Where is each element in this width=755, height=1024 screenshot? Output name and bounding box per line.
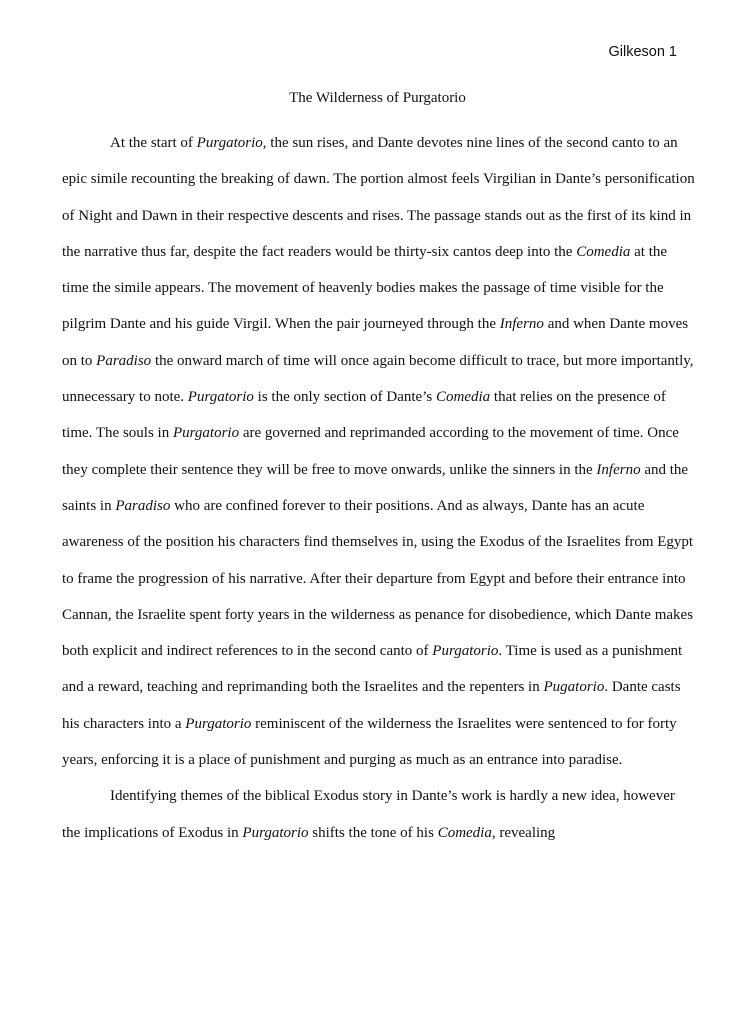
essay-title: The Wilderness of Purgatorio: [289, 90, 466, 106]
text-run: , the sun rises, and Dante devotes nine lines of the second canto to an epic simile recounting the breaking of dawn. The portion almost feels Virgilian in Dante’s personification of Night and Dawn in their respective descents and rises. The passage stands out as the first of its kind in the narrative thus far, despite the fact readers would be thirty-six cantos deep into the: [62, 135, 695, 260]
italic-title-text: Pugatorio: [543, 679, 605, 696]
paragraph: [62, 778, 696, 851]
text-run: who are confined forever to their positions. And as always, Dante has an acute awareness of the position his characters find themselves in, using the Exodus of the Israelites from Egypt to frame the progression of his narrative. After their departure from Egypt and before their entrance into Cannan, the Israelite spent forty years in the wilderness as penance for disobedience, which Dante makes both explicit and indirect references to in the second canto of: [62, 497, 694, 660]
text-run: shifts the tone of his: [308, 824, 438, 841]
text-run: Identifying themes of the biblical Exodus story in Dante’s work is hardly a new idea, however the implications of Exodus in: [62, 788, 675, 841]
italic-title-text: Inferno: [499, 316, 544, 333]
italic-title-text: Purgatorio: [196, 135, 263, 151]
essay-body: [62, 125, 696, 851]
italic-title-text: Purgatorio: [172, 425, 240, 442]
italic-title-text: Purgatorio: [187, 389, 254, 406]
text-run: At the start of: [110, 135, 197, 151]
italic-title-text: Comedia: [435, 389, 491, 406]
italic-title-text: Purgatorio: [185, 715, 252, 732]
italic-title-text: Purgatorio: [432, 643, 499, 660]
italic-title-text: Purgatorio: [242, 824, 309, 841]
text-run: and when Dante moves on to: [62, 316, 689, 369]
italic-title-text: Paradiso: [96, 352, 152, 369]
paragraph: [62, 125, 696, 778]
italic-title-text: Comedia: [437, 824, 492, 841]
italic-title-text: Comedia: [576, 243, 631, 260]
italic-title-text: Inferno: [596, 461, 641, 478]
text-run: at the time the simile appears. The movement of heavenly bodies makes the passage of time visible for the pilgrim Dante and his guide Virgil. When the pair journeyed through the: [62, 243, 668, 333]
text-run: , revealing: [491, 824, 556, 841]
text-run: and the saints in: [62, 461, 689, 514]
italic-title-text: Paradiso: [115, 497, 171, 514]
text-run: . Dante casts his characters into a: [62, 679, 681, 732]
text-run: is the only section of Dante’s: [253, 389, 436, 406]
text-run: are governed and reprimanded according to the movement of time. Once they complete their sentence they will be free to move onwards, unlike the sinners in the: [62, 425, 679, 478]
text-run: reminiscent of the wilderness the Israelites were sentenced to for forty years, enforcing it is a place of punishment and purging as much as an entrance into paradise.: [62, 715, 677, 769]
text-run: that relies on the presence of time. The souls in: [62, 389, 666, 442]
running-head: Gilkeson 1: [608, 44, 677, 60]
text-run: the onward march of time will once again become difficult to trace, but more importantly, unnecessary to note.: [62, 352, 694, 406]
text-run: . Time is used as a punishment and a reward, teaching and reprimanding both the Israelites and the repenters in: [62, 643, 683, 696]
